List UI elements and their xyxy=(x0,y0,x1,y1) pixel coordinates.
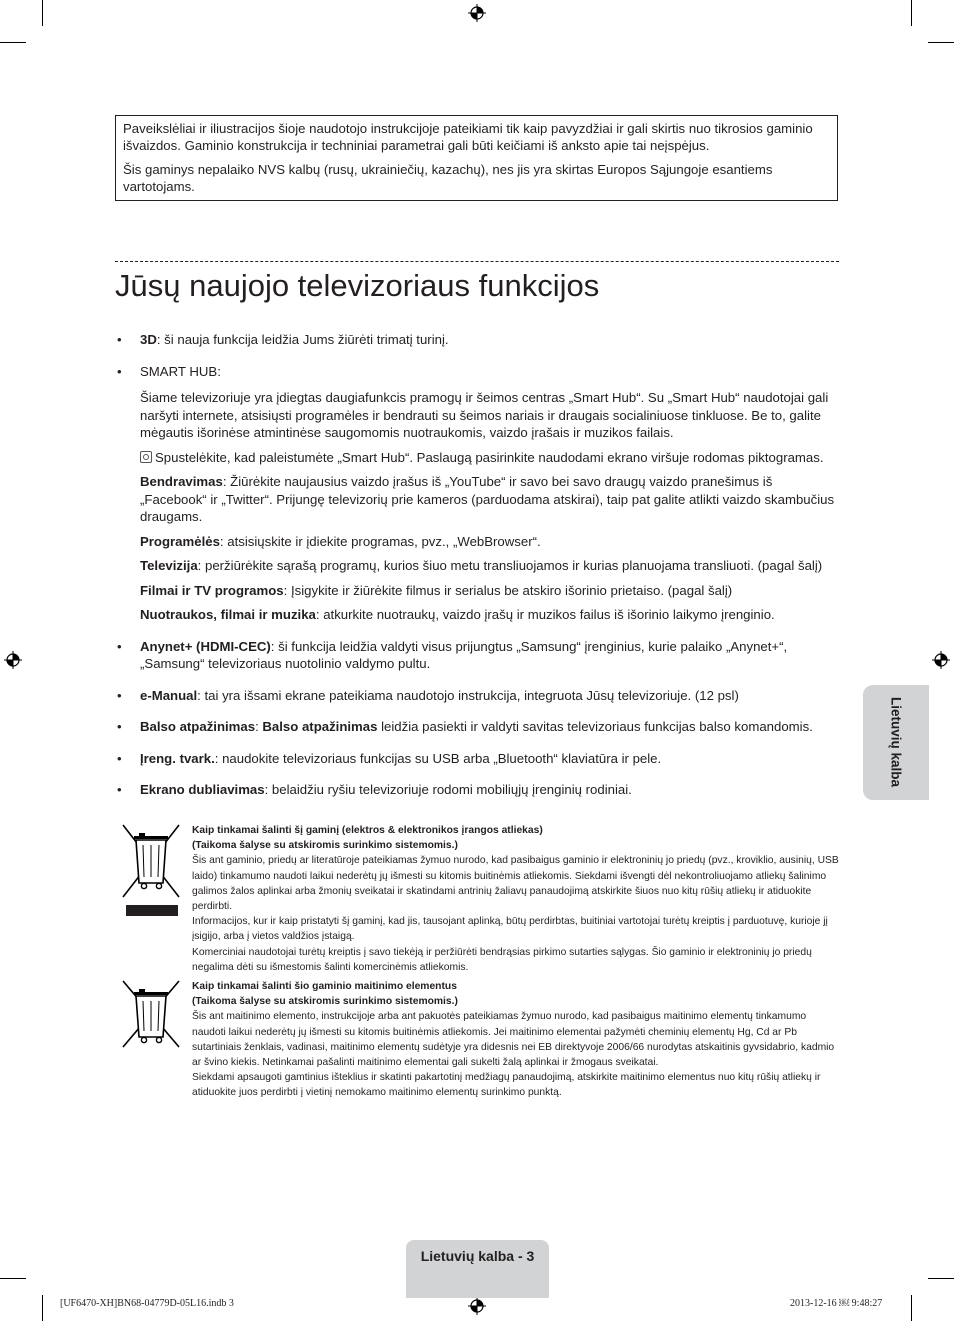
battery-heading: Kaip tinkamai šalinti šio gaminio maitinimo elementus xyxy=(192,981,457,992)
registration-mark-icon xyxy=(468,4,486,22)
smart-hub-item-text: : atsisiųskite ir įdiekite programas, pvz., „WebBrowser“. xyxy=(219,533,541,549)
registration-mark-icon xyxy=(468,1297,486,1315)
feature-text: : tai yra išsami ekrane pateikiama naudotojo instrukcija, integruota Jūsų televizoriuje. (12 psl) xyxy=(197,687,739,703)
crop-mark xyxy=(0,1278,26,1279)
feature-label: 3D xyxy=(140,332,157,347)
print-slug-file: [UF6470-XH]BN68-04779D-05L16.indb 3 xyxy=(60,1298,234,1309)
feature-e-manual xyxy=(115,687,839,705)
smart-hub-item-label: Televizija xyxy=(140,558,198,573)
bullet: • xyxy=(117,750,122,766)
language-side-tab-label: Lietuvių kalba xyxy=(888,696,904,788)
language-side-tab xyxy=(863,685,929,800)
smart-hub-item xyxy=(140,533,839,551)
feature-sep: : xyxy=(255,719,263,734)
weee-paragraph: Šis ant gaminio, priedų ar literatūroje pateikiamas žymuo nurodo, kad pasibaigus gaminio ir elektroninių jo priedų (pvz., kroviklio, ausinių, USB laido) tinkamumo naudoti laikui nederėtų jų išmesti su kitomis buitinėmis atliekomis. Siekdami išvengti dėl nekontroliuojamo atliekų šalinimo galimos žalos aplinkai arba žmonių sveikatai ir skatindami antrinių žaliavų panaudojimą atskirkite šiuos nuo kitų rūšių atliekų ir atiduokite perdirbti. xyxy=(192,855,839,913)
feature-colon: : xyxy=(217,363,221,379)
smart-hub-item-label: Filmai ir TV programos xyxy=(140,582,284,598)
smart-hub-intro: Šiame televizoriuje yra įdiegtas daugiafunkcis pramogų ir šeimos centras „Smart Hub“. Su „Smart Hub“ naudotojai gali naršyti internete, atsisiųsti programėles ir bendrauti su šeimos nariais ir draugais socialiniuose tinkluose. Be to, galite mėgautis išorinėse atmintinėse saugomomis nuotraukomis, vaizdo įrašais ir muzikos failais. xyxy=(140,390,829,440)
bullet: • xyxy=(117,719,122,734)
smart-hub-item-text: : Žiūrėkite naujausius vaizdo įrašus iš „YouTube“ ir savo bei savo draugų vaizdo pranešimus iš „Facebook“ ir „Twitter“. Prijungę televizorių prie kameros (parduodama atskirai), taip pat galite atlikti vaizdo skambučius draugams. xyxy=(140,474,835,524)
battery-paragraph: Šis ant maitinimo elemento, instrukcijoje arba ant pakuotės pateikiamas žymuo nurodo, kad pasibaigus maitinimo elementų tinkamumo naudoti laikui nederėtų jų išmesti su kitomis buitinėmis atliekomis. Jei maitinimo elementai pažymėti cheminių elementų Hg, Cd ar Pb sutartiniais ženklais, vadinasi, maitinimo elementų sudėtyje yra didesnis nei EB direktyvoje 2006/66 nurodytas atskaitinis gyvsidabrio, kadmio ar švino kiekis. Netinkamai pašalinti maitinimo elementai gali sukelti žalą aplinkai ir žmogaus sveikatai. xyxy=(192,1011,835,1069)
weee-disposal-text xyxy=(192,823,839,975)
feature-label: SMART HUB xyxy=(140,363,218,379)
battery-paragraph: Siekdami apsaugoti gamtinius išteklius ir skatinti pakartotinį medžiagų panaudojimą, atskirkite maitinimo elementus nuo kitų rūšių atliekų ir atiduokite juos perdirbti į vietinį nemokamo maitinimo elementų surinkimo punktą. xyxy=(192,1072,821,1099)
smart-hub-item-text: : Įsigykite ir žiūrėkite filmus ir serialus be atskiro išorinio prietaiso. (pagal šalį) xyxy=(283,582,733,598)
battery-subheading: (Taikoma šalyse su atskiromis surinkimo sistemomis.) xyxy=(192,996,458,1008)
bullet: • xyxy=(117,687,122,703)
features-list xyxy=(115,331,839,799)
page-number-label: Lietuvių kalba - 3 xyxy=(420,1248,535,1264)
weee-disposal-notice xyxy=(115,823,839,975)
bullet: • xyxy=(117,782,122,797)
crop-mark xyxy=(42,0,43,26)
registration-mark-icon xyxy=(932,651,950,669)
weee-subheading: (Taikoma šalyse su atskiromis surinkimo sistemomis.) xyxy=(192,840,458,852)
registration-mark-icon xyxy=(4,651,22,669)
bullet: • xyxy=(117,363,122,379)
smart-hub-item-text: : atkurkite nuotraukų, vaizdo įrašų ir muzikos failus iš išorinio laikymo įrenginio. xyxy=(315,607,775,622)
smart-hub-item xyxy=(140,473,839,526)
feature-device-manager xyxy=(115,750,839,768)
crop-mark xyxy=(928,42,954,43)
smart-hub-item-label: Bendravimas xyxy=(140,474,223,489)
smart-hub-item xyxy=(140,606,839,624)
smart-hub-item xyxy=(140,582,839,600)
feature-voice xyxy=(115,718,839,736)
feature-text: : belaidžiu ryšiu televizoriuje rodomi mobiliųjų įrenginių rodiniai. xyxy=(264,782,632,797)
smart-hub-press-text: Spustelėkite, kad paleistumėte „Smart Hub“. Paslaugą pasirinkite naudodami ekrano viršuje rodomas piktogramas. xyxy=(155,449,824,465)
feature-anynet xyxy=(115,638,839,673)
crop-mark xyxy=(928,1278,954,1279)
smart-hub-item-label: Programėlės xyxy=(140,533,220,549)
feature-label: Ekrano dubliavimas xyxy=(140,782,265,797)
bullet: • xyxy=(117,332,122,347)
section-divider xyxy=(115,261,839,262)
notice-box xyxy=(115,115,838,201)
feature-label: Įreng. tvark. xyxy=(140,750,215,766)
weee-paragraph: Informacijos, kur ir kaip pristatyti šį gaminį, kad jis, tausojant aplinką, būtų perdirbtas, buitiniai vartotojai turėtų kreiptis į parduotuvę, kurioje jį įsigijo, arba į vietos valdžios įstaigą. xyxy=(192,916,828,943)
crossed-out-bin-icon xyxy=(121,979,183,1049)
battery-disposal-notice xyxy=(115,979,839,1101)
crop-mark xyxy=(911,0,912,26)
feature-screen-mirroring xyxy=(115,781,839,799)
smart-hub-remote-icon xyxy=(140,451,152,463)
feature-smart-hub xyxy=(115,363,839,624)
smart-hub-item-label: Nuotraukos, filmai ir muzika xyxy=(140,607,316,622)
page-title: Jūsų naujojo televizoriaus funkcijos xyxy=(115,268,600,303)
feature-text: leidžia pasiekti ir valdyti savitas televizoriaus funkcijas balso komandomis. xyxy=(377,719,813,734)
crop-mark xyxy=(42,1295,43,1321)
weee-paragraph: Komerciniai naudotojai turėtų kreiptis į savo tiekėją ir peržiūrėti bendrąsias pirkimo sutarties sąlygas. Šio gaminio ir elektroninių jo priedų negalima dėti su išmestomis šalinti komercinėmis atliekomis. xyxy=(192,946,812,973)
print-slug-timestamp: 2013-12-16 ￼ 9:48:27 xyxy=(790,1298,883,1309)
smart-hub-item-text: : peržiūrėkite sąrašą programų, kurios šiuo metu transliuojamos ir kurias planuojama transliuoti. (pagal šalį) xyxy=(197,558,823,573)
battery-disposal-text xyxy=(192,979,839,1101)
weee-heading: Kaip tinkamai šalinti šį gaminį (elektros & elektronikos įrangos atliekas) xyxy=(192,825,543,836)
feature-label: e-Manual xyxy=(140,687,198,703)
crop-mark xyxy=(0,42,26,43)
bullet: • xyxy=(117,638,122,654)
feature-text: : naudokite televizoriaus funkcijas su USB arba „Bluetooth“ klaviatūra ir pele. xyxy=(214,750,662,766)
feature-3d xyxy=(115,331,839,349)
feature-label: Anynet+ (HDMI-CEC) xyxy=(140,638,271,654)
page-number-tab xyxy=(406,1240,549,1298)
crossed-out-bin-icon xyxy=(121,823,183,917)
crop-mark xyxy=(911,1295,912,1321)
feature-text: : ši nauja funkcija leidžia Jums žiūrėti trimatį turinį. xyxy=(156,332,449,347)
smart-hub-press xyxy=(140,449,839,467)
notice-text-1: Paveikslėliai ir iliustracijos šioje naudotojo instrukcijoje pateikiami tik kaip pavyzdžiai ir gali skirtis nuo tikrosios gaminio išvaizdos. Gaminio konstrukcija ir techniniai parametrai gali būti keičiami iš anksto apie tai neįspėjus. xyxy=(123,121,813,153)
feature-text: : ši funkcija leidžia valdyti visus prijungtus „Samsung“ įrenginius, kurie palaiko „Anynet+“, „Samsung“ televizoriaus nuotolinio valdymo pultu. xyxy=(140,638,788,671)
smart-hub-item xyxy=(140,557,839,575)
notice-text-2: Šis gaminys nepalaiko NVS kalbų (rusų, ukrainiečių, kazachų), nes jis yra skirtas Europos Sąjungoje esantiems vartotojams. xyxy=(123,162,773,194)
feature-label-2: Balso atpažinimas xyxy=(262,719,378,734)
feature-label: Balso atpažinimas xyxy=(140,719,256,734)
